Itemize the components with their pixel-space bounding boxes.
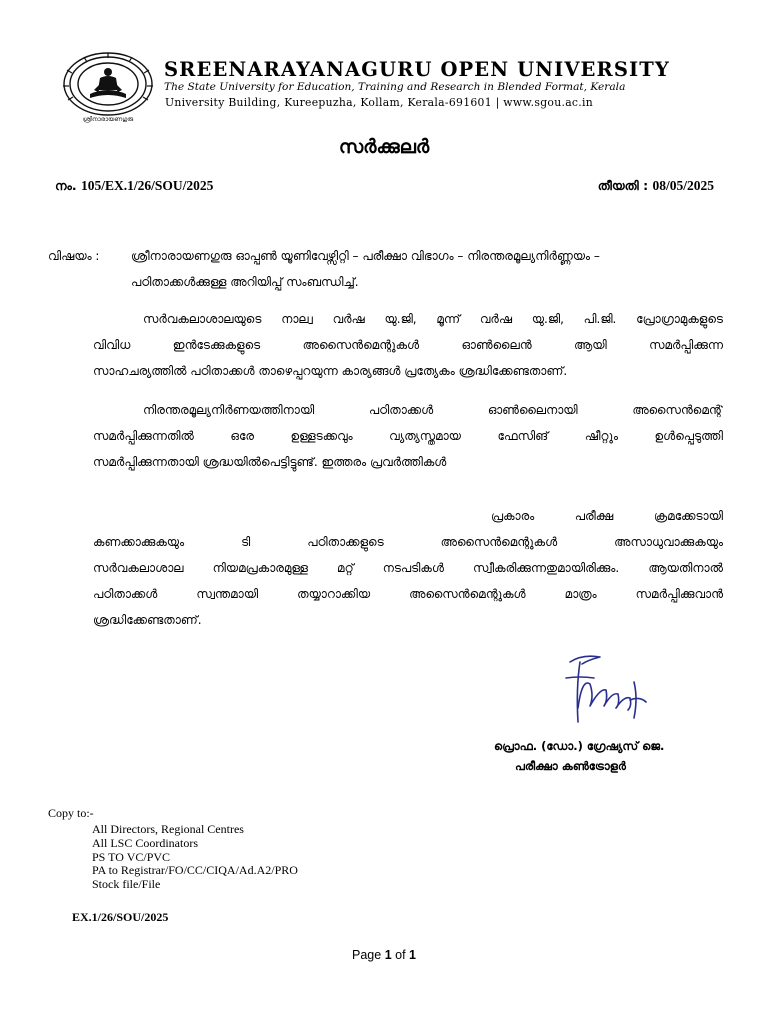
signature-icon <box>560 648 652 730</box>
body-paragraph-1 <box>93 306 723 384</box>
page-of-label: of <box>395 948 406 962</box>
copy-to-item: PS TO VC/PVC <box>92 849 171 864</box>
university-emblem-icon <box>54 50 162 124</box>
signatory-name: പ്രൊഫ. (ഡോ.) ഗ്രേഷ്യസ് ജെ. <box>494 739 665 753</box>
body-paragraph-2 <box>93 397 723 475</box>
page-label: Page <box>352 948 382 962</box>
page-number-footer <box>0 948 768 962</box>
paragraph-line: നിരന്തരമൂല്യനിർണയത്തിനായി പഠിതാക്കൾ ഓൺലൈനായി അസൈൻമെന്റ് <box>143 403 723 417</box>
body-paragraph-3 <box>93 503 723 633</box>
copy-to-list <box>92 823 298 892</box>
copy-to-label: Copy to:- <box>48 806 94 820</box>
university-name: SREENARAYANAGURU OPEN UNIVERSITY <box>164 58 670 81</box>
university-logo <box>54 50 162 124</box>
paragraph-line: കണക്കാക്കുകയും ടി പഠിതാക്കളുടെ അസൈൻമെന്റുകൾ അസാധുവാക്കുകയും <box>93 535 723 549</box>
circular-date <box>598 178 714 194</box>
copy-to-item: PA to Registrar/FO/CC/CIQA/Ad.A2/PRO <box>92 863 298 878</box>
circular-title: സർക്കുലർ <box>338 136 430 158</box>
subject-label: വിഷയം : <box>48 249 100 263</box>
university-address: University Building, Kureepuzha, Kollam, Kerala-691601 | www.sgou.ac.in <box>165 96 594 109</box>
signatory-designation: പരീക്ഷാ കൺട്രോളർ <box>515 759 626 773</box>
paragraph-line: സമർപ്പിക്കുന്നതായി ശ്രദ്ധയിൽപെട്ടിട്ടുണ്ട്. ഇത്തരം പ്രവർത്തികൾ <box>93 455 447 469</box>
copy-to-item: All Directors, Regional Centres <box>92 822 244 836</box>
paragraph-line: വിവിധ ഇൻടേക്കുകളുടെ അസൈൻമെന്റുകൾ ഓൺലൈൻ ആയി സമർപ്പിക്കുന്ന <box>93 338 723 352</box>
page-total: 1 <box>409 948 416 962</box>
subject-line-2: പഠിതാക്കൾക്കുള്ള അറിയിപ്പ് സംബന്ധിച്ച്. <box>131 275 359 289</box>
reference-number <box>55 178 213 194</box>
university-tagline: The State University for Education, Training and Research in Blended Format, Kerala <box>164 81 626 93</box>
paragraph-line: സർവകലാശാല നിയമപ്രകാരമുള്ള മറ്റ് നടപടികൾ സ്വീകരിക്കുന്നതുമായിരിക്കും. ആയതിനാൽ <box>93 561 723 575</box>
paragraph-line: പഠിതാക്കൾ സ്വന്തമായി തയ്യാറാക്കിയ അസൈൻമെന്റുകൾ മാത്രം സമർപ്പിക്കുവാൻ <box>93 587 723 601</box>
reference-value: 105/EX.1/26/SOU/2025 <box>80 178 214 193</box>
paragraph-line: സമർപ്പിക്കുന്നതിൽ ഒരേ ഉള്ളടക്കവും വ്യത്യസ്തമായ ഫേസിങ് ഷീറ്റും ഉൾപ്പെടുത്തി <box>93 429 723 443</box>
file-reference: EX.1/26/SOU/2025 <box>72 910 169 924</box>
logo-caption: ശ്രീനാരായണഗുരു <box>82 116 134 123</box>
copy-to-item: Stock file/File <box>92 877 161 892</box>
page-current: 1 <box>384 948 392 962</box>
paragraph-line: ശ്രദ്ധിക്കേണ്ടതാണ്. <box>93 613 202 627</box>
paragraph-line: സർവകലാശാലയുടെ നാല്വ വർഷ യു.ജി, മൂന്ന് വർഷ യു.ജി, പി.ജി. പ്രോഗ്രാമുകളുടെ <box>143 312 723 326</box>
subject-line-1: ശ്രീനാരായണഗുരു ഓപ്പൺ യൂണിവേഴ്സിറ്റി – പരീക്ഷാ വിഭാഗം – നിരന്തരമൂല്യനിർണ്ണയം – <box>131 249 600 263</box>
handwritten-signature <box>560 648 652 730</box>
date-label: തീയതി : <box>597 178 649 193</box>
paragraph-line: പ്രകാരം പരീക്ഷ ക്രമക്കേടായി <box>491 509 723 523</box>
reference-label: നം. <box>55 178 77 193</box>
paragraph-line: സാഹചര്യത്തിൽ പഠിതാക്കൾ താഴെപ്പറയുന്ന കാര്യങ്ങൾ പ്രത്യേകം ശ്രദ്ധിക്കേണ്ടതാണ്. <box>93 364 568 378</box>
copy-to-item: All LSC Coordinators <box>92 835 199 850</box>
date-value: 08/05/2025 <box>652 178 714 193</box>
